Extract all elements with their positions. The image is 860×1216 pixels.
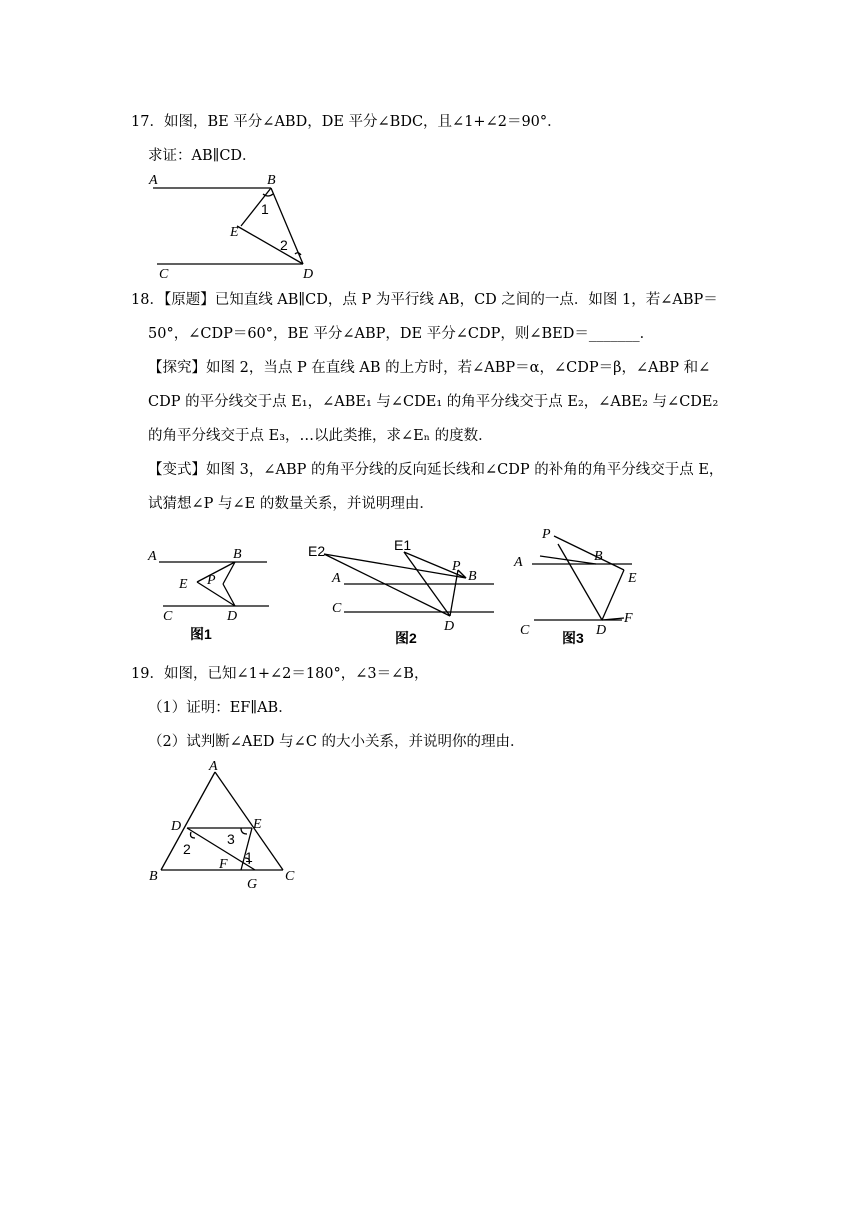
fig2-label-E2: E2 <box>308 543 326 559</box>
fig1-label-E: E <box>179 577 188 592</box>
fig3-label-E: E <box>628 571 637 586</box>
fig2-label-P: P <box>452 559 461 574</box>
fig3-label-A: A <box>514 555 523 570</box>
q17-label-D: D <box>303 267 314 280</box>
fig2-caption: 图2 <box>395 630 417 646</box>
fig3-label-C: C <box>520 623 530 638</box>
q17-label-B: B <box>267 173 276 188</box>
fig2-label-C: C <box>332 601 342 616</box>
q17-label-E: E <box>230 225 239 240</box>
q18-line6: 【变式】如图 3，∠ABP 的角平分线的反向延长线和∠CDP 的补角的角平分线交于点 E， <box>148 462 724 478</box>
q18-line5: 的角平分线交于点 E₃，…以此类推，求∠Eₙ 的度数． <box>148 428 493 444</box>
q18-line4: CDP 的平分线交于点 E₁，∠ABE₁ 与∠CDE₁ 的角平分线交于点 E₂，∠ABE₂ 与∠CDE₂ <box>148 394 719 410</box>
q19-label-C: C <box>285 869 295 884</box>
q19-part1: （1）证明：EF∥AB． <box>148 700 293 716</box>
q19-label-B: B <box>149 869 158 884</box>
q19-label-A: A <box>209 759 218 774</box>
q19-part2: （2）试判断∠AED 与∠C 的大小关系，并说明你的理由． <box>148 734 525 750</box>
q17-label-2: 2 <box>280 237 288 253</box>
fig2-label-E1: E1 <box>394 538 412 553</box>
fig3-caption: 图3 <box>562 630 584 646</box>
fig3-label-D: D <box>596 623 607 638</box>
q18-figure-2 <box>304 538 504 634</box>
q18-figure-1 <box>145 544 275 624</box>
fig1-label-P: P <box>207 573 216 588</box>
q18-line3: 【探究】如图 2，当点 P 在直线 AB 的上方时，若∠ABP＝α，∠CDP＝β，∠ABP 和∠ <box>148 360 711 376</box>
q17-label-C: C <box>159 267 169 280</box>
q17-label-A: A <box>149 173 158 188</box>
q19-label-D: D <box>171 819 182 834</box>
q19-stem: 19．如图，已知∠1+∠2＝180°，∠3＝∠B， <box>131 666 429 682</box>
q17-figure <box>145 168 325 280</box>
q17-stem: 17．如图，BE 平分∠ABD，DE 平分∠BDC，且∠1+∠2＝90°． <box>131 114 562 130</box>
fig2-label-B: B <box>468 569 477 584</box>
fig2-label-D: D <box>444 619 455 634</box>
q18-line2: 50°，∠CDP＝60°，BE 平分∠ABP，DE 平分∠CDP，则∠BED＝_______． <box>148 326 655 342</box>
fig1-label-B: B <box>233 547 242 562</box>
fig1-caption: 图1 <box>190 626 212 642</box>
q17-label-1: 1 <box>261 201 269 217</box>
fig1-label-C: C <box>163 609 173 624</box>
q18-line1: 18．【原题】已知直线 AB∥CD，点 P 为平行线 AB，CD 之间的一点．如图 1，若∠ABP＝ <box>131 292 718 308</box>
q19-label-1: 1 <box>245 849 253 865</box>
q17-prove: 求证：AB∥CD． <box>148 148 257 164</box>
fig3-label-F: F <box>624 611 633 626</box>
fig3-label-P: P <box>542 527 551 542</box>
q19-label-E: E <box>253 817 262 832</box>
q19-label-2: 2 <box>183 841 191 857</box>
q19-label-3: 3 <box>227 831 235 847</box>
fig2-label-A: A <box>332 571 341 586</box>
q19-figure <box>145 758 305 890</box>
q18-line7: 试猜想∠P 与∠E 的数量关系，并说明理由． <box>148 496 434 512</box>
fig3-label-B: B <box>594 549 603 564</box>
q19-label-F: F <box>219 857 228 872</box>
q18-figure-3 <box>510 524 646 638</box>
q19-label-G: G <box>247 877 258 890</box>
fig1-label-A: A <box>148 549 157 564</box>
fig1-label-D: D <box>227 609 238 624</box>
